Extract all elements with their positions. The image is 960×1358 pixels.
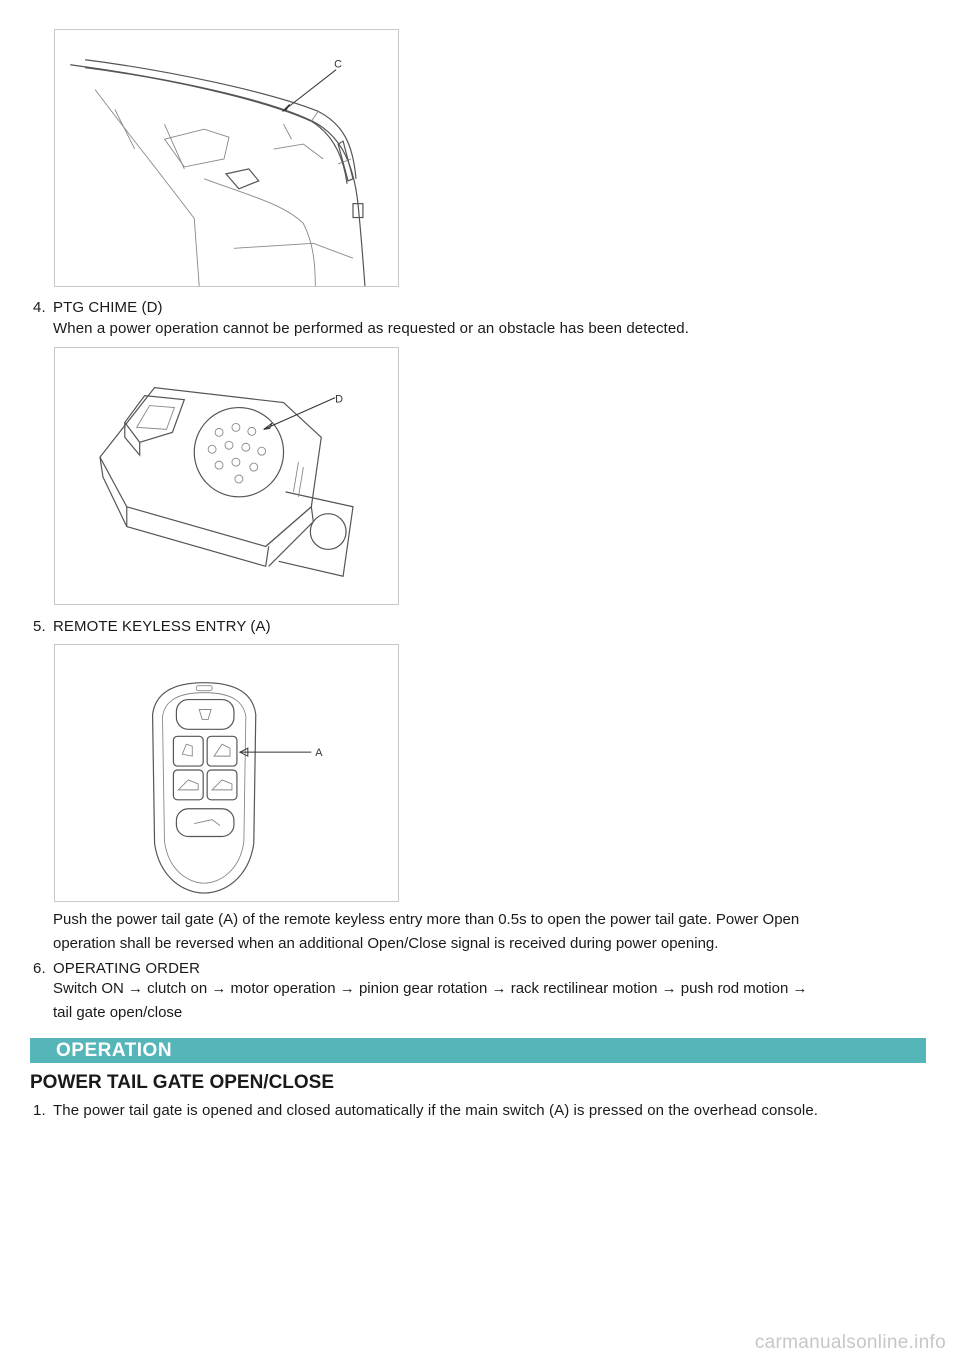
sequence-line: tail gate open/close: [53, 1004, 183, 1021]
item-description: When a power operation cannot be performed as requested or an obstacle has been detected.: [53, 320, 689, 337]
list-item-ptg-chime: [33, 297, 689, 337]
operating-order-sequence: [53, 977, 913, 1025]
sequence-line: Switch ON → clutch on → motor operation → pinion gear rotation → rack rectilinear motion → push rod motion →: [53, 980, 808, 997]
callout-a-label: A: [315, 747, 323, 760]
list-item-remote-keyless-entry: [33, 616, 271, 637]
callout-c-label: C: [334, 58, 343, 71]
description-line: operation shall be reversed when an additional Open/Close signal is received during power opening.: [53, 935, 719, 952]
figure-ptg-chime-part-d: [54, 347, 399, 605]
page-heading: POWER TAIL GATE OPEN/CLOSE: [30, 1072, 335, 1093]
figure-remote-key-part-a: [54, 644, 399, 902]
item-title: PTG CHIME (D): [53, 299, 163, 316]
item-number: 1.: [33, 1102, 46, 1119]
item-title: The power tail gate is opened and closed automatically if the main switch (A) is pressed on the overhead console.: [53, 1102, 819, 1119]
figure-tailgate-part-c: [54, 29, 399, 287]
callout-d-label: D: [335, 393, 344, 406]
item-number: 6.: [33, 960, 46, 977]
description-line: Push the power tail gate (A) of the remote keyless entry more than 0.5s to open the power tail gate. Power Open: [53, 911, 800, 928]
item-number: 4.: [33, 299, 46, 316]
list-item-power-tail-gate-operation: [33, 1100, 819, 1121]
watermark-text: carmanualsonline.info: [754, 1332, 946, 1353]
section-header-operation: OPERATION: [30, 1038, 926, 1063]
remote-description: [53, 908, 913, 956]
item-title: REMOTE KEYLESS ENTRY (A): [53, 618, 271, 635]
item-title: OPERATING ORDER: [53, 960, 201, 977]
item-number: 5.: [33, 618, 46, 635]
list-item-operating-order: [33, 958, 201, 979]
